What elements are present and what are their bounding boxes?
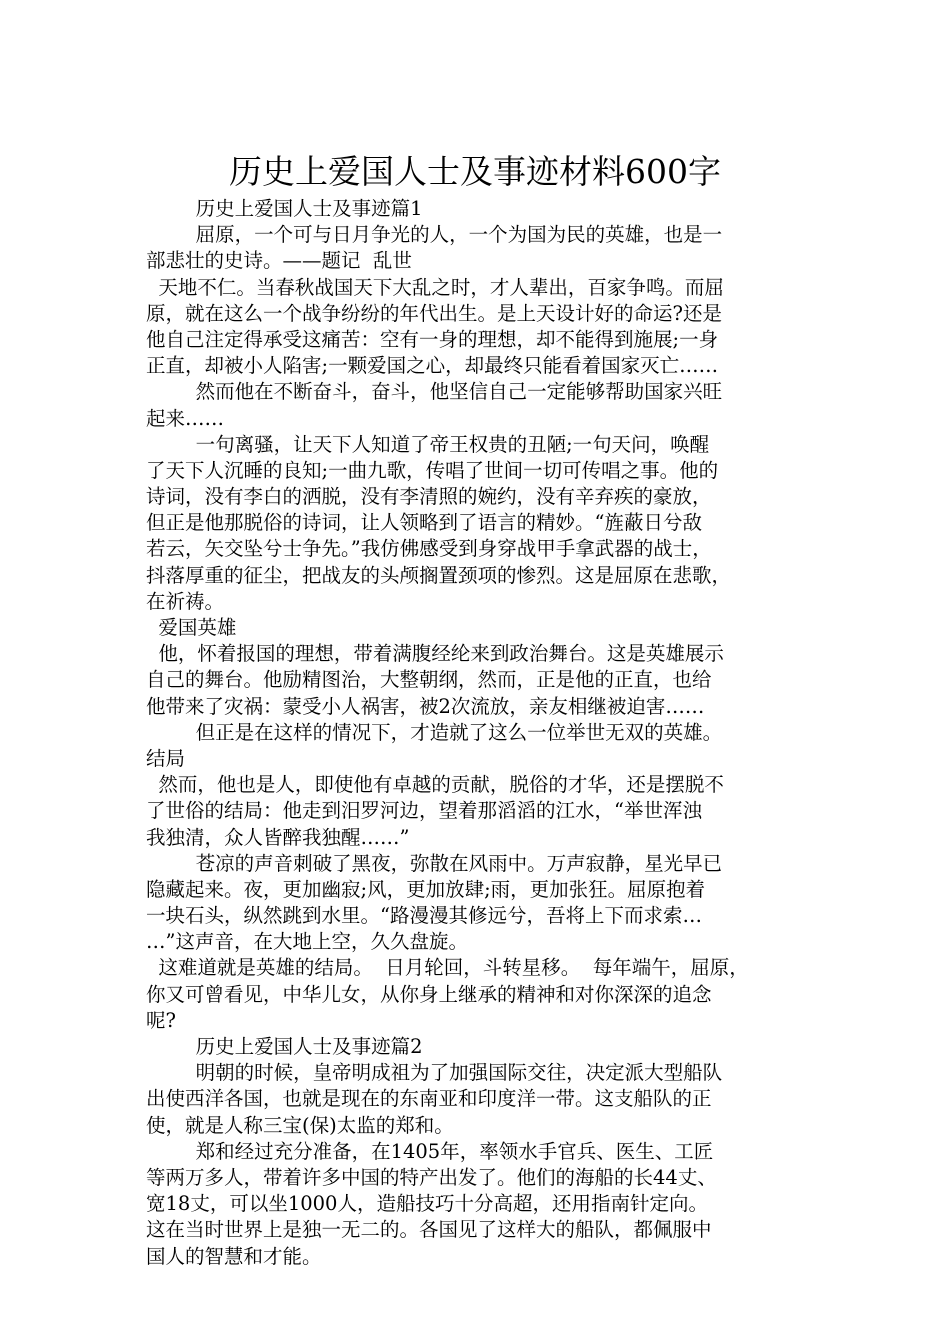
text-line: 他带来了灾祸：蒙受小人祸害，被2次流放，亲友相继被迫害……	[146, 694, 705, 718]
text-line: 明朝的时候，皇帝明成祖为了加强国际交往，决定派大型船队	[146, 1061, 723, 1085]
text-line: 历史上爱国人士及事迹篇2	[146, 1035, 423, 1058]
text-line: 等两万多人，带着许多中国的特产出发了。他们的海船的长44丈、	[146, 1165, 717, 1189]
text-line: 使，就是人称三宝(保)太监的郑和。	[146, 1113, 454, 1137]
text-line: 他，怀着报国的理想，带着满腹经纶来到政治舞台。这是英雄展示	[146, 642, 724, 666]
text-line: 我独清，众人皆醉我独醒……”	[146, 825, 410, 849]
text-line: 在祈祷。	[146, 589, 225, 613]
text-line: 结局	[146, 746, 186, 770]
text-line: 原，就在这么一个战争纷纷的年代出生。是上天设计好的命运?还是	[146, 301, 722, 325]
text-line: 但正是他那脱俗的诗词，让人领略到了语言的精妙。“旌蔽日兮敌	[146, 511, 702, 535]
text-line: 他自己注定得承受这痛苦：空有一身的理想，却不能得到施展;一身	[146, 327, 719, 351]
text-line: …”这声音，在大地上空，久久盘旋。	[146, 930, 468, 954]
document-title: 历史上爱国人士及事迹材料600字	[229, 152, 721, 192]
document-body	[146, 196, 810, 1270]
text-line: 屈原，一个可与日月争光的人，一个为国为民的英雄，也是一	[146, 223, 723, 247]
text-line: 但正是在这样的情况下，才造就了这么一位举世无双的英雄。	[146, 720, 723, 744]
text-line: 苍凉的声音刺破了黑夜，弥散在风雨中。万声寂静，星光早已	[146, 851, 723, 875]
text-line: 这难道就是英雄的结局。 日月轮回，斗转星移。 每年端午，屈原，	[146, 956, 749, 980]
text-line: 爱国英雄	[146, 616, 237, 639]
text-line: 然而，他也是人，即使他有卓越的贡献，脱俗的才华，还是摆脱不	[146, 773, 724, 797]
text-line: 了世俗的结局：他走到汨罗河边，望着那滔滔的江水，“举世浑浊	[146, 799, 702, 823]
text-line: 历史上爱国人士及事迹篇1	[146, 197, 423, 220]
text-line: 一句离骚，让天下人知道了帝王权贵的丑陋;一句天问，唤醒	[146, 432, 710, 456]
text-line: 天地不仁。当春秋战国天下大乱之时，才人辈出，百家争鸣。而屈	[146, 275, 724, 299]
text-line: 了天下人沉睡的良知;一曲九歌，传唱了世间一切可传唱之事。他的	[146, 458, 719, 482]
text-line: 诗词，没有李白的洒脱，没有李清照的婉约，没有辛弃疾的豪放，	[146, 485, 712, 509]
text-line: 若云，矢交坠兮士争先。”我仿佛感受到身穿战甲手拿武器的战士，	[146, 537, 712, 561]
text-line: 隐藏起来。夜，更加幽寂;风，更加放肆;雨，更加张狂。屈原抱着	[146, 877, 706, 901]
text-line: 郑和经过充分准备，在1405年，率领水手官兵、医生、工匠	[146, 1139, 714, 1163]
text-line: 抖落厚重的征尘，把战友的头颅搁置颈项的惨烈。这是屈原在悲歌，	[146, 563, 732, 587]
text-line: 宽18丈，可以坐1000人，造船技巧十分高超，还用指南针定向。	[146, 1192, 708, 1216]
text-line: 呢?	[146, 1008, 176, 1032]
text-line: 自己的舞台。他励精图治，大整朝纲，然而，正是他的正直，也给	[146, 668, 712, 692]
text-line: 国人的智慧和才能。	[146, 1244, 322, 1268]
text-line: 这在当时世界上是独一无二的。各国见了这样大的船队，都佩服中	[146, 1218, 712, 1242]
text-line: 你又可曾看见，中华儿女，从你身上继承的精神和对你深深的追念	[146, 982, 712, 1006]
text-line: 一块石头，纵然跳到水里。“路漫漫其修远兮，吾将上下而求索…	[146, 904, 702, 928]
text-line: 然而他在不断奋斗，奋斗，他坚信自己一定能够帮助国家兴旺	[146, 380, 723, 404]
text-line: 部悲壮的史诗。——题记 乱世	[146, 249, 412, 273]
text-line: 出使西洋各国，也就是现在的东南亚和印度洋一带。这支船队的正	[146, 1087, 712, 1111]
text-line: 正直，却被小人陷害;一颗爱国之心，却最终只能看着国家灭亡……	[146, 354, 719, 378]
text-line: 起来……	[146, 406, 225, 430]
